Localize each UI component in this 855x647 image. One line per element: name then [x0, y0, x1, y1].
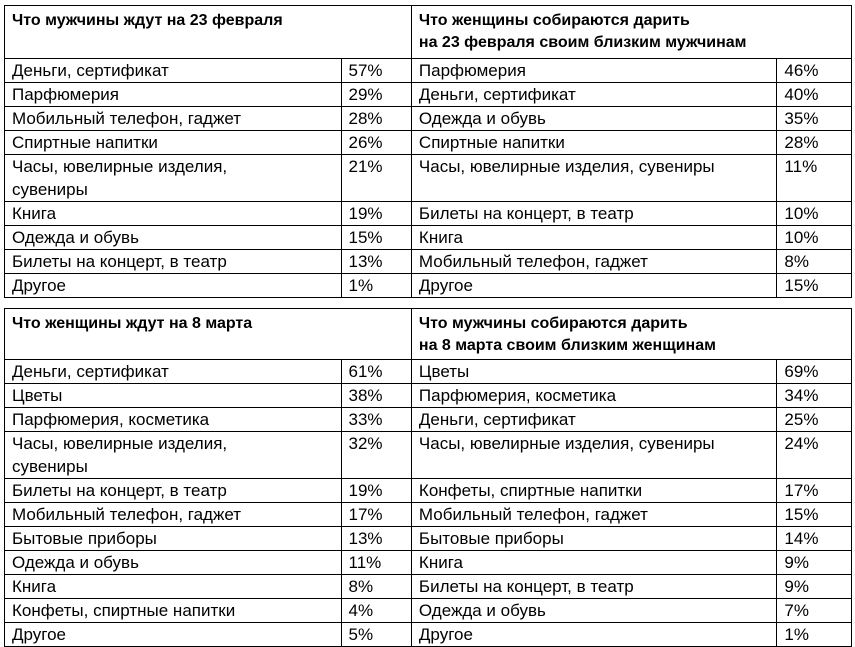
table-row: [5, 527, 852, 551]
row-value-right: 17%: [777, 479, 852, 503]
row-label-right: Часы, ювелирные изделия, сувениры: [411, 155, 777, 202]
row-label-left: Часы, ювелирные изделия, сувениры: [5, 155, 342, 202]
row-value-left: 29%: [341, 83, 411, 107]
row-value-left: 5%: [341, 623, 411, 647]
row-label-right: Одежда и обувь: [411, 599, 777, 623]
row-label-right: Спиртные напитки: [411, 131, 777, 155]
table-row: [5, 551, 852, 575]
row-label-right: Мобильный телефон, гаджет: [411, 503, 777, 527]
table-row: [5, 479, 852, 503]
table-row: [5, 59, 852, 83]
row-label-left: Другое: [5, 274, 342, 298]
row-label-right: Книга: [411, 551, 777, 575]
row-value-right: 24%: [777, 432, 852, 479]
row-value-right: 40%: [777, 83, 852, 107]
table-row: [5, 107, 852, 131]
header-men-expect: Что мужчины ждут на 23 февраля: [5, 6, 412, 59]
row-value-right: 9%: [777, 551, 852, 575]
table-row: [5, 599, 852, 623]
row-label-right: Часы, ювелирные изделия, сувениры: [411, 432, 777, 479]
table-row: [5, 623, 852, 647]
row-value-right: 15%: [777, 274, 852, 298]
table-row: [5, 360, 852, 384]
row-value-left: 61%: [341, 360, 411, 384]
row-label-right: Цветы: [411, 360, 777, 384]
row-label-left: Конфеты, спиртные напитки: [5, 599, 342, 623]
row-value-right: 28%: [777, 131, 852, 155]
row-value-left: 17%: [341, 503, 411, 527]
row-label-left: Мобильный телефон, гаджет: [5, 503, 342, 527]
row-label-right: Деньги, сертификат: [411, 83, 777, 107]
row-value-right: 46%: [777, 59, 852, 83]
table-row: [5, 503, 852, 527]
table-row: [5, 432, 852, 479]
row-label-left: Мобильный телефон, гаджет: [5, 107, 342, 131]
row-value-left: 19%: [341, 202, 411, 226]
row-value-left: 38%: [341, 384, 411, 408]
row-label-right: Деньги, сертификат: [411, 408, 777, 432]
row-value-left: 15%: [341, 226, 411, 250]
row-value-right: 10%: [777, 226, 852, 250]
table-row: [5, 408, 852, 432]
row-label-left: Деньги, сертификат: [5, 360, 342, 384]
row-label-left: Парфюмерия, косметика: [5, 408, 342, 432]
table-row: [5, 274, 852, 298]
row-value-left: 8%: [341, 575, 411, 599]
table-march-8: [4, 308, 852, 647]
row-value-left: 33%: [341, 408, 411, 432]
row-value-right: 14%: [777, 527, 852, 551]
row-value-right: 10%: [777, 202, 852, 226]
row-value-right: 25%: [777, 408, 852, 432]
row-value-left: 32%: [341, 432, 411, 479]
row-label-right: Парфюмерия: [411, 59, 777, 83]
row-label-right: Билеты на концерт, в театр: [411, 575, 777, 599]
row-label-left: Деньги, сертификат: [5, 59, 342, 83]
row-label-left: Билеты на концерт, в театр: [5, 479, 342, 503]
row-value-left: 4%: [341, 599, 411, 623]
row-label-left: Парфюмерия: [5, 83, 342, 107]
table-february-23: [4, 5, 852, 298]
row-label-left: Цветы: [5, 384, 342, 408]
row-value-right: 11%: [777, 155, 852, 202]
row-label-left: Одежда и обувь: [5, 226, 342, 250]
table-row: [5, 384, 852, 408]
row-label-left: Спиртные напитки: [5, 131, 342, 155]
row-label-left: Книга: [5, 575, 342, 599]
row-value-left: 21%: [341, 155, 411, 202]
row-label-right: Мобильный телефон, гаджет: [411, 250, 777, 274]
table-row: [5, 250, 852, 274]
table-row: [5, 83, 852, 107]
row-value-right: 9%: [777, 575, 852, 599]
row-label-right: Книга: [411, 226, 777, 250]
row-label-left: Книга: [5, 202, 342, 226]
table-row: [5, 575, 852, 599]
row-value-left: 19%: [341, 479, 411, 503]
row-value-right: 1%: [777, 623, 852, 647]
row-label-right: Билеты на концерт, в театр: [411, 202, 777, 226]
row-label-right: Бытовые приборы: [411, 527, 777, 551]
row-value-right: 35%: [777, 107, 852, 131]
row-value-left: 26%: [341, 131, 411, 155]
header-women-plan: Что женщины собираются дарить на 23 февраля своим близким мужчинам: [411, 6, 851, 59]
table-row: [5, 155, 852, 202]
row-label-right: Другое: [411, 274, 777, 298]
row-label-right: Конфеты, спиртные напитки: [411, 479, 777, 503]
row-label-left: Билеты на концерт, в театр: [5, 250, 342, 274]
row-value-right: 34%: [777, 384, 852, 408]
table-header-row: [5, 309, 852, 360]
row-label-right: Одежда и обувь: [411, 107, 777, 131]
row-value-right: 15%: [777, 503, 852, 527]
row-value-left: 28%: [341, 107, 411, 131]
row-label-right: Другое: [411, 623, 777, 647]
table-row: [5, 202, 852, 226]
row-value-left: 13%: [341, 250, 411, 274]
row-value-left: 1%: [341, 274, 411, 298]
table-header-row: [5, 6, 852, 59]
row-value-right: 7%: [777, 599, 852, 623]
row-value-right: 8%: [777, 250, 852, 274]
row-label-left: Другое: [5, 623, 342, 647]
row-label-right: Парфюмерия, косметика: [411, 384, 777, 408]
table-row: [5, 131, 852, 155]
table-row: [5, 226, 852, 250]
row-value-left: 13%: [341, 527, 411, 551]
row-label-left: Одежда и обувь: [5, 551, 342, 575]
row-label-left: Бытовые приборы: [5, 527, 342, 551]
row-label-left: Часы, ювелирные изделия, сувениры: [5, 432, 342, 479]
row-value-left: 11%: [341, 551, 411, 575]
header-women-expect: Что женщины ждут на 8 марта: [5, 309, 412, 360]
row-value-right: 69%: [777, 360, 852, 384]
header-men-plan: Что мужчины собираются дарить на 8 марта своим близким женщинам: [411, 309, 851, 360]
row-value-left: 57%: [341, 59, 411, 83]
